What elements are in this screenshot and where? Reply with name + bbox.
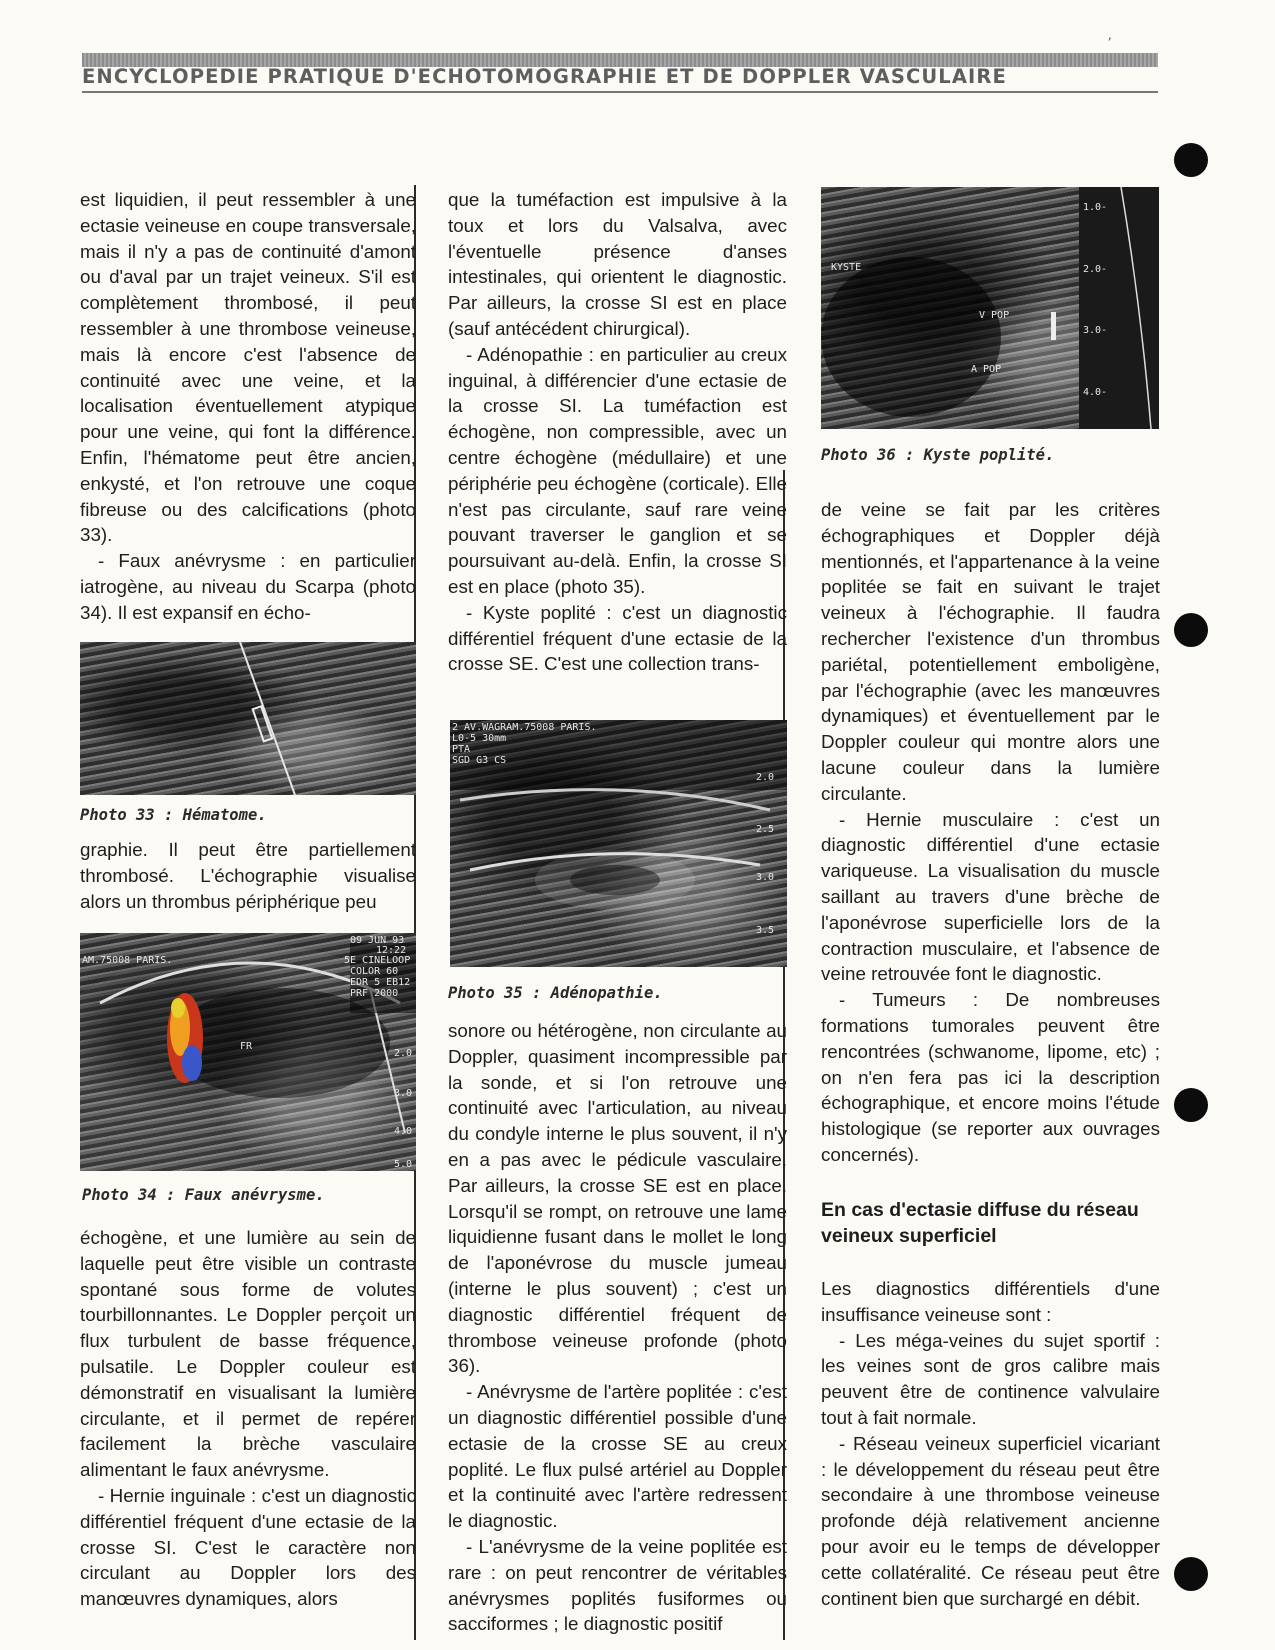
- us-depth-1: 1.0-: [1083, 202, 1108, 213]
- us-overlay-sgd: SGD G3 CS: [452, 755, 507, 766]
- section-heading: En cas d'ectasie diffuse du réseau veineux superficiel: [821, 1199, 1139, 1247]
- us-depth-3-5: 3.5: [756, 925, 775, 936]
- paragraph: sonore ou hétérogène, non circulante au Doppler, quasiment incompressible par la sonde, et si l'on retrouve une continuité avec l'articulation, au niveau du condyle interne le plus souvent, il n'y en a pas avec le pédicule vasculaire. Par ailleurs, la crosse SE est en place. Lorsqu'il se rompt, on retrouve une lame liquidienne fusant dans le mollet le long de l'aponévrose du muscle jumeau (interne le plus souvent) ; c'est un diagnostic différentiel fréquent de thrombose veineuse profonde (photo 36).: [448, 1020, 787, 1377]
- us-depth-2-5: 2.5: [756, 824, 775, 835]
- paragraph: - Hernie musculaire : c'est un diagnostic différentiel d'une ectasie variqueuse. La visualisation du muscle saillant au travers d'une brèche de l'aponévrose superficielle lors de la contraction musculaire, et l'absence de veine retrouvée font le diagnostic.: [821, 808, 1160, 985]
- us-depth-3: 3.0: [394, 1088, 413, 1099]
- us-overlay-color: COLOR 60: [350, 966, 399, 977]
- photo-35-adenopathie: [450, 720, 787, 967]
- paragraph: - Réseau veineux superficiel vicariant : le développement du réseau peut être secondaire à une thrombose veineuse profonde déjà relativement ancienne pour avoir eu le temps de développer cette collatéralité. Ce réseau peut être continent bien que surchargé en débit.: [821, 1432, 1160, 1609]
- us-depth-3: 3.0-: [1083, 325, 1108, 336]
- corner-mark: ’: [1104, 33, 1113, 51]
- photo-36-kyste-poplite: [821, 187, 1159, 429]
- us-overlay-pta: PTA: [452, 744, 471, 755]
- paragraph: échogène, et une lumière au sein de laquelle peut être visible un contraste spontané sous forme de volutes tourbillonnantes. Le Doppler perçoit un flux turbulent de basse fréquence, pulsatile. Le Doppler couleur est démonstratif en visualisant la lumière circulante, et il permet de repérer facilement la brèche vasculaire alimentant le faux anévrysme.: [80, 1227, 416, 1481]
- paragraph: de veine se fait par les critères échographiques et Doppler déjà mentionnés, et l'appartenance à la veine poplitée se fait en suivant le trajet veineux à l'échographie. Il faudra rechercher l'existence d'un thrombus pariétal, potentiellement emboligène, par l'échographie (avec les manœuvres dynamiques) et éventuellement par le Doppler couleur qui montre alors une lacune couleur dans la lumière circulante.: [821, 499, 1160, 804]
- paragraph: Les diagnostics différentiels d'une insuffisance veineuse sont :: [821, 1278, 1160, 1325]
- photo-33-hematome: [80, 642, 416, 795]
- photo-36-caption: Photo 36 : Kyste poplité.: [821, 446, 1055, 464]
- us-overlay-probe: L0-5 30mm: [452, 733, 507, 744]
- us-depth-3: 3.0: [756, 872, 775, 883]
- us-label-a-pop: A POP: [971, 364, 1002, 375]
- paragraph: - L'anévrysme de la veine poplitée est rare : on peut rencontrer de véritables anévrysmes poplités fusiformes ou sacciformes ; le diagnostic positif: [448, 1535, 787, 1635]
- photo-34-caption: Photo 34 : Faux anévrysme.: [82, 1186, 325, 1204]
- running-header: ENCYCLOPEDIE PRATIQUE D'ECHOTOMOGRAPHIE ET DE DOPPLER VASCULAIRE: [82, 65, 1007, 88]
- column-1-block-3: [80, 1225, 416, 1612]
- us-depth-4: 4.0: [394, 1126, 413, 1137]
- us-depth-4: 4.0-: [1083, 387, 1108, 398]
- us-overlay-fr: FR: [240, 1041, 253, 1052]
- column-3-block-2: [821, 1276, 1160, 1611]
- us-overlay-site: 2 AV.WAGRAM.75008 PARIS.: [452, 722, 597, 733]
- column-1-block-1: [80, 187, 416, 626]
- column-2-block-2: [448, 1018, 787, 1637]
- us-overlay-prf: PRF 2000: [350, 988, 399, 999]
- us-depth-2: 2.0-: [1083, 264, 1108, 275]
- paragraph: - Kyste poplité : c'est un diagnostic différentiel fréquent d'une ectasie de la crosse SE. C'est une collection trans-: [448, 601, 787, 675]
- paragraph: est liquidien, il peut ressembler à une ectasie veineuse en coupe transversale, mais il n'y a pas de continuité d'amont ou d'aval par un trajet veineux. S'il est complètement thrombosé, il peut ressembler à une thrombose veineuse, mais là encore c'est l'absence de continuité avec une veine, et la localisation éventuellement atypique pour une veine, qui font la différence. Enfin, l'hématome peut être ancien, enkysté, et l'on retrouve une coque fibreuse ou des calcifications (photo 33).: [80, 189, 416, 546]
- binder-hole: [1174, 1557, 1208, 1591]
- column-2-block-1: [448, 187, 787, 677]
- photo-34-faux-anevrysme: [80, 933, 416, 1171]
- paragraph: - Anévrysme de l'artère poplitée : c'est un diagnostic différentiel possible d'une ectasie de la crosse SE au creux poplité. Le flux pulsé artériel au Doppler et la continuité avec l'artère redressent le diagnostic.: [448, 1381, 787, 1532]
- us-label-v-pop: V POP: [979, 310, 1010, 321]
- us-overlay-edr: EDR 5 EB12: [350, 977, 411, 988]
- paragraph: - Hernie inguinale : c'est un diagnostic différentiel fréquent d'une ectasie de la crosse SI. C'est le caractère non circulant au Doppler lors des manœuvres dynamiques, alors: [80, 1484, 416, 1610]
- us-overlay-date: 09 JUN 93: [350, 935, 405, 946]
- photo-33-caption: Photo 33 : Hématome.: [80, 806, 267, 824]
- column-1-block-2: [80, 837, 416, 914]
- us-depth-5: 5.0: [394, 1159, 413, 1170]
- paragraph: - Tumeurs : De nombreuses formations tumorales peuvent être rencontrées (schwanome, lipome, etc) ; on n'en fera pas ici la description échographique, et encore moins l'étude histologique (se reporter aux ouvrages concernés).: [821, 989, 1160, 1165]
- binder-hole: [1174, 1088, 1208, 1122]
- paragraph: - Adénopathie : en particulier au creux inguinal, à différencier d'une ectasie de la crosse SI. La tuméfaction est échogène, non compressible, avec un centre échogène (médullaire) et une périphérie peu échogène (corticale). Elle n'est pas circulante, sauf rare veine pouvant traverser le ganglion et se poursuivant au-delà. Enfin, la crosse SI est en place (photo 35).: [448, 343, 787, 597]
- us-label-kyste: KYSTE: [831, 262, 862, 273]
- paragraph: graphie. Il peut être partiellement thrombosé. L'échographie visualise alors un thrombus périphérique peu: [80, 839, 416, 912]
- header-rule: [82, 91, 1158, 93]
- us-depth-2: 2.0: [394, 1048, 413, 1059]
- binder-hole: [1174, 613, 1208, 647]
- binder-hole: [1174, 143, 1208, 177]
- column-3-heading: [821, 1198, 1160, 1250]
- us-overlay-time: 12:22: [376, 945, 407, 956]
- paragraph: - Les méga-veines du sujet sportif : les veines sont de gros calibre mais peuvent être de continence valvulaire tout à fait normale.: [821, 1329, 1160, 1428]
- photo-35-caption: Photo 35 : Adénopathie.: [448, 984, 663, 1002]
- column-3-block-1: [821, 497, 1160, 1168]
- us-depth-2: 2.0: [756, 772, 775, 783]
- us-overlay-site: AM.75008 PARIS.: [82, 955, 173, 966]
- us-overlay-mode: 5E CINELOOP: [344, 955, 411, 966]
- paragraph: que la tuméfaction est impulsive à la toux et lors du Valsalva, avec l'éventuelle présence d'anses intestinales, qui orientent le diagnostic. Par ailleurs, la crosse SI est en place (sauf antécédent chirurgical).: [448, 189, 787, 339]
- paragraph: - Faux anévrysme : en particulier iatrogène, au niveau du Scarpa (photo 34). Il est expansif en écho-: [80, 550, 416, 623]
